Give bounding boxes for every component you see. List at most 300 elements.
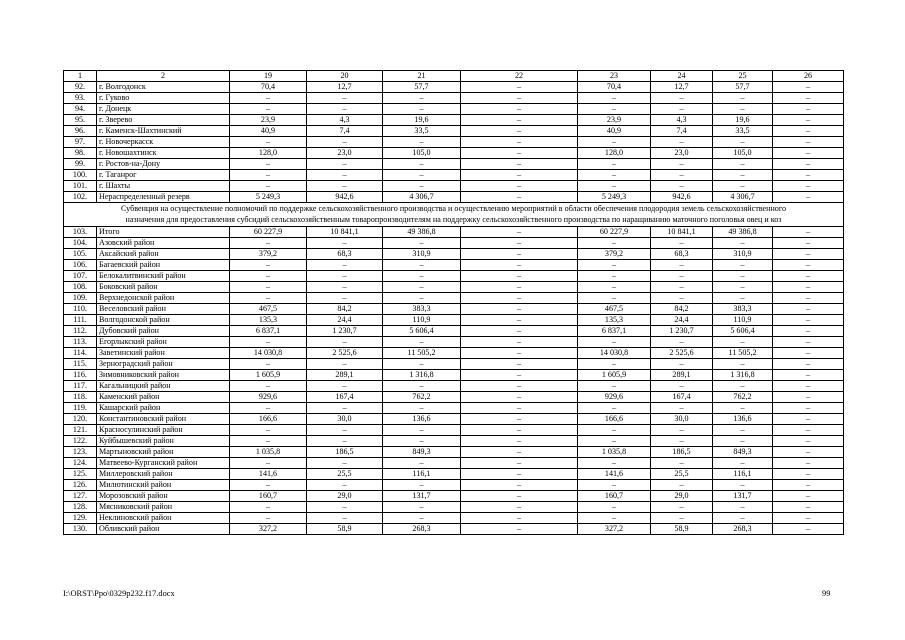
value-cell: – <box>773 524 844 535</box>
row-label-cell: Егорлыкский район <box>97 337 230 348</box>
row-label-cell: Зерноградский район <box>97 359 230 370</box>
value-cell: 68,3 <box>307 249 383 260</box>
table-row <box>64 293 844 304</box>
value-cell: 49 386,8 <box>713 227 773 238</box>
value-cell: – <box>651 403 713 414</box>
row-number-cell: 100. <box>64 170 97 181</box>
value-cell: 105,0 <box>383 148 461 159</box>
value-cell: 128,0 <box>230 148 307 159</box>
value-cell: – <box>773 104 844 115</box>
value-cell: 4,3 <box>651 115 713 126</box>
value-cell: – <box>578 260 651 271</box>
value-cell: – <box>383 513 461 524</box>
table-row <box>64 414 844 425</box>
row-number-cell: 102. <box>64 192 97 203</box>
table-row <box>64 249 844 260</box>
row-number-cell: 110. <box>64 304 97 315</box>
value-cell: – <box>773 469 844 480</box>
value-cell: – <box>307 337 383 348</box>
value-cell: – <box>578 137 651 148</box>
value-cell: – <box>773 126 844 137</box>
value-cell: – <box>461 192 578 203</box>
value-cell: – <box>773 491 844 502</box>
value-cell: – <box>773 137 844 148</box>
value-cell: – <box>461 170 578 181</box>
value-cell: 327,2 <box>230 524 307 535</box>
row-number-cell: 128. <box>64 502 97 513</box>
value-cell: – <box>773 192 844 203</box>
value-cell: – <box>383 436 461 447</box>
value-cell: – <box>461 249 578 260</box>
value-cell: 7,4 <box>651 126 713 137</box>
table-row <box>64 348 844 359</box>
row-label-cell: Веселовский район <box>97 304 230 315</box>
row-label-cell: Неклиновский район <box>97 513 230 524</box>
value-cell: – <box>773 293 844 304</box>
value-cell: 22 <box>461 71 578 82</box>
table-row <box>64 93 844 104</box>
table-row <box>64 192 844 203</box>
value-cell: 942,6 <box>307 192 383 203</box>
value-cell: 1 035,8 <box>230 447 307 458</box>
value-cell: – <box>230 458 307 469</box>
value-cell: – <box>713 359 773 370</box>
table-row <box>64 82 844 93</box>
row-number-cell: 111. <box>64 315 97 326</box>
table-row <box>64 137 844 148</box>
row-number-cell: 1 <box>64 71 97 82</box>
value-cell: 186,5 <box>307 447 383 458</box>
table-row <box>64 159 844 170</box>
row-label-cell: Азовский район <box>97 238 230 249</box>
value-cell: – <box>651 513 713 524</box>
value-cell: – <box>383 293 461 304</box>
value-cell: – <box>713 137 773 148</box>
value-cell: – <box>461 458 578 469</box>
value-cell: – <box>578 159 651 170</box>
value-cell: 21 <box>383 71 461 82</box>
value-cell: – <box>383 403 461 414</box>
row-number-cell: 106. <box>64 260 97 271</box>
value-cell: – <box>461 227 578 238</box>
value-cell: – <box>578 337 651 348</box>
value-cell: – <box>713 502 773 513</box>
value-cell: – <box>651 170 713 181</box>
value-cell: 49 386,8 <box>383 227 461 238</box>
value-cell: – <box>307 458 383 469</box>
value-cell: – <box>578 381 651 392</box>
value-cell: – <box>713 170 773 181</box>
value-cell: 5 606,4 <box>713 326 773 337</box>
value-cell: – <box>773 93 844 104</box>
row-number-cell: 112. <box>64 326 97 337</box>
value-cell: – <box>461 469 578 480</box>
value-cell: – <box>773 271 844 282</box>
value-cell: – <box>307 480 383 491</box>
value-cell: 1 035,8 <box>578 447 651 458</box>
value-cell: 116,1 <box>383 469 461 480</box>
value-cell: – <box>461 126 578 137</box>
value-cell: 1 230,7 <box>651 326 713 337</box>
value-cell: – <box>307 359 383 370</box>
value-cell: 942,6 <box>651 192 713 203</box>
value-cell: – <box>383 282 461 293</box>
value-cell: – <box>578 181 651 192</box>
value-cell: – <box>773 447 844 458</box>
value-cell: 379,2 <box>230 249 307 260</box>
value-cell: – <box>713 238 773 249</box>
value-cell: – <box>461 282 578 293</box>
row-label-cell: г. Донецк <box>97 104 230 115</box>
value-cell: – <box>578 104 651 115</box>
value-cell: – <box>230 260 307 271</box>
row-number-cell: 108. <box>64 282 97 293</box>
table-row <box>64 447 844 458</box>
row-label-cell: Кагальницкий район <box>97 381 230 392</box>
value-cell: – <box>773 480 844 491</box>
value-cell: 929,6 <box>230 392 307 403</box>
value-cell: 467,5 <box>230 304 307 315</box>
value-cell: – <box>651 181 713 192</box>
value-cell: 141,6 <box>230 469 307 480</box>
value-cell: – <box>773 282 844 293</box>
value-cell: – <box>461 381 578 392</box>
value-cell: 25,5 <box>651 469 713 480</box>
value-cell: 26 <box>773 71 844 82</box>
value-cell: – <box>307 159 383 170</box>
value-cell: – <box>713 293 773 304</box>
value-cell: 1 605,9 <box>578 370 651 381</box>
value-cell: – <box>651 502 713 513</box>
row-number-cell: 96. <box>64 126 97 137</box>
value-cell: – <box>651 238 713 249</box>
value-cell: 19 <box>230 71 307 82</box>
value-cell: – <box>230 282 307 293</box>
row-number-cell: 99. <box>64 159 97 170</box>
row-label-cell: г. Шахты <box>97 181 230 192</box>
value-cell: 105,0 <box>713 148 773 159</box>
value-cell: – <box>578 425 651 436</box>
table-row <box>64 181 844 192</box>
value-cell: – <box>578 293 651 304</box>
document-page <box>63 70 843 535</box>
value-cell: 40,9 <box>578 126 651 137</box>
table-row <box>64 227 844 238</box>
row-label-cell: г. Волгодонск <box>97 82 230 93</box>
table-row <box>64 304 844 315</box>
value-cell: – <box>578 271 651 282</box>
value-cell: 110,9 <box>383 315 461 326</box>
value-cell: 289,1 <box>651 370 713 381</box>
value-cell: 5 249,3 <box>230 192 307 203</box>
value-cell: 23,9 <box>230 115 307 126</box>
value-cell: 5 606,4 <box>383 326 461 337</box>
table-row <box>64 271 844 282</box>
row-number-cell: 121. <box>64 425 97 436</box>
value-cell: – <box>461 524 578 535</box>
value-cell: – <box>383 93 461 104</box>
row-number-cell: 125. <box>64 469 97 480</box>
value-cell: 160,7 <box>578 491 651 502</box>
value-cell: – <box>773 359 844 370</box>
table-row <box>64 315 844 326</box>
value-cell: – <box>773 370 844 381</box>
value-cell: – <box>578 502 651 513</box>
value-cell: – <box>651 337 713 348</box>
value-cell: – <box>461 137 578 148</box>
value-cell: 14 030,8 <box>230 348 307 359</box>
value-cell: – <box>713 159 773 170</box>
value-cell: – <box>230 359 307 370</box>
value-cell: 23,9 <box>578 115 651 126</box>
value-cell: – <box>230 293 307 304</box>
value-cell: 84,2 <box>651 304 713 315</box>
value-cell: – <box>773 227 844 238</box>
table-row <box>64 524 844 535</box>
value-cell: 1 316,8 <box>713 370 773 381</box>
row-number-cell: 118. <box>64 392 97 403</box>
value-cell: 135,3 <box>230 315 307 326</box>
row-number-cell: 117. <box>64 381 97 392</box>
value-cell: – <box>773 326 844 337</box>
row-label-cell: Милютинский район <box>97 480 230 491</box>
row-number-cell: 93. <box>64 93 97 104</box>
value-cell: 4,3 <box>307 115 383 126</box>
value-cell: 11 505,2 <box>713 348 773 359</box>
table-row <box>64 359 844 370</box>
row-number-cell: 105. <box>64 249 97 260</box>
value-cell: – <box>773 304 844 315</box>
row-label-cell: Куйбышевский район <box>97 436 230 447</box>
value-cell: – <box>230 425 307 436</box>
value-cell: 60 227,9 <box>578 227 651 238</box>
value-cell: 33,5 <box>383 126 461 137</box>
row-label-cell: г. Новочеркасск <box>97 137 230 148</box>
value-cell: – <box>713 513 773 524</box>
row-label-cell: 2 <box>97 71 230 82</box>
value-cell: – <box>461 238 578 249</box>
row-number-cell: 109. <box>64 293 97 304</box>
value-cell: – <box>578 238 651 249</box>
value-cell: – <box>773 260 844 271</box>
page-number: 99 <box>822 589 831 598</box>
value-cell: 12,7 <box>307 82 383 93</box>
value-cell: 30,0 <box>651 414 713 425</box>
table-row <box>64 337 844 348</box>
value-cell: – <box>307 260 383 271</box>
row-number-cell: 98. <box>64 148 97 159</box>
value-cell: – <box>461 82 578 93</box>
budget-table <box>63 70 844 535</box>
value-cell: – <box>307 137 383 148</box>
value-cell: 849,3 <box>713 447 773 458</box>
value-cell: – <box>307 93 383 104</box>
value-cell: 23,0 <box>307 148 383 159</box>
value-cell: 19,6 <box>383 115 461 126</box>
table-row <box>64 126 844 137</box>
value-cell: – <box>307 271 383 282</box>
value-cell: 1 605,9 <box>230 370 307 381</box>
value-cell: 84,2 <box>307 304 383 315</box>
value-cell: 11 505,2 <box>383 348 461 359</box>
row-label-cell: г. Гуково <box>97 93 230 104</box>
value-cell: – <box>461 392 578 403</box>
value-cell: – <box>461 425 578 436</box>
value-cell: – <box>307 238 383 249</box>
value-cell: – <box>383 337 461 348</box>
value-cell: – <box>713 271 773 282</box>
value-cell: – <box>773 392 844 403</box>
value-cell: – <box>773 337 844 348</box>
value-cell: 379,2 <box>578 249 651 260</box>
row-number-cell: 114. <box>64 348 97 359</box>
value-cell: – <box>307 170 383 181</box>
value-cell: 128,0 <box>578 148 651 159</box>
table-row <box>64 458 844 469</box>
value-cell: – <box>230 170 307 181</box>
value-cell: – <box>461 93 578 104</box>
value-cell: – <box>461 293 578 304</box>
value-cell: 136,6 <box>713 414 773 425</box>
value-cell: – <box>307 436 383 447</box>
value-cell: 29,0 <box>307 491 383 502</box>
value-cell: – <box>461 370 578 381</box>
value-cell: – <box>773 181 844 192</box>
value-cell: – <box>461 337 578 348</box>
row-label-cell: Волгодонской район <box>97 315 230 326</box>
value-cell: 60 227,9 <box>230 227 307 238</box>
value-cell: – <box>461 115 578 126</box>
value-cell: – <box>461 304 578 315</box>
row-label-cell: Миллеровский район <box>97 469 230 480</box>
row-label-cell: Заветинский район <box>97 348 230 359</box>
table-row <box>64 260 844 271</box>
value-cell: 10 841,1 <box>651 227 713 238</box>
value-cell: – <box>230 181 307 192</box>
value-cell: 131,7 <box>713 491 773 502</box>
value-cell: – <box>773 348 844 359</box>
value-cell: 68,3 <box>651 249 713 260</box>
row-label-cell: Каменский район <box>97 392 230 403</box>
row-number-cell: 130. <box>64 524 97 535</box>
value-cell: – <box>461 513 578 524</box>
row-number-cell: 127. <box>64 491 97 502</box>
value-cell: – <box>651 159 713 170</box>
row-label-cell: Кашарский район <box>97 403 230 414</box>
value-cell: 30,0 <box>307 414 383 425</box>
row-label-cell: г. Каменск-Шахтинский <box>97 126 230 137</box>
row-label-cell: г. Новошахтинск <box>97 148 230 159</box>
value-cell: 23,0 <box>651 148 713 159</box>
value-cell: – <box>230 159 307 170</box>
value-cell: – <box>230 436 307 447</box>
value-cell: – <box>773 436 844 447</box>
table-row <box>64 326 844 337</box>
row-number-cell: 94. <box>64 104 97 115</box>
value-cell: – <box>230 271 307 282</box>
value-cell: – <box>773 148 844 159</box>
value-cell: – <box>713 337 773 348</box>
value-cell: – <box>461 491 578 502</box>
row-label-cell: Дубовский район <box>97 326 230 337</box>
row-label-cell: Мартыновский район <box>97 447 230 458</box>
value-cell: 24,4 <box>307 315 383 326</box>
row-number-cell: 123. <box>64 447 97 458</box>
value-cell: – <box>773 249 844 260</box>
row-number-cell: 129. <box>64 513 97 524</box>
value-cell: – <box>383 238 461 249</box>
row-number-cell: 97. <box>64 137 97 148</box>
value-cell: 383,3 <box>383 304 461 315</box>
value-cell: – <box>307 181 383 192</box>
value-cell: 1 230,7 <box>307 326 383 337</box>
value-cell: – <box>651 260 713 271</box>
table-row <box>64 370 844 381</box>
value-cell: – <box>461 414 578 425</box>
table-row <box>64 238 844 249</box>
value-cell: – <box>773 458 844 469</box>
value-cell: – <box>461 181 578 192</box>
value-cell: 1 316,8 <box>383 370 461 381</box>
table-body <box>64 71 844 535</box>
value-cell: – <box>651 359 713 370</box>
value-cell: – <box>307 425 383 436</box>
value-cell: – <box>461 326 578 337</box>
value-cell: – <box>461 359 578 370</box>
value-cell: – <box>383 137 461 148</box>
value-cell: – <box>773 414 844 425</box>
row-label-cell: Мясниковский район <box>97 502 230 513</box>
value-cell: – <box>230 403 307 414</box>
value-cell: – <box>713 436 773 447</box>
value-cell: 762,2 <box>383 392 461 403</box>
value-cell: 24 <box>651 71 713 82</box>
value-cell: – <box>461 436 578 447</box>
row-number-cell: 120. <box>64 414 97 425</box>
value-cell: – <box>383 480 461 491</box>
value-cell: – <box>461 480 578 491</box>
value-cell: 310,9 <box>713 249 773 260</box>
value-cell: – <box>461 159 578 170</box>
row-number-cell: 116. <box>64 370 97 381</box>
value-cell: – <box>461 447 578 458</box>
value-cell: – <box>230 480 307 491</box>
value-cell: 57,7 <box>383 82 461 93</box>
table-row <box>64 502 844 513</box>
value-cell: 40,9 <box>230 126 307 137</box>
row-number-cell: 124. <box>64 458 97 469</box>
value-cell: 12,7 <box>651 82 713 93</box>
value-cell: – <box>578 93 651 104</box>
value-cell: – <box>307 282 383 293</box>
value-cell: 6 837,1 <box>578 326 651 337</box>
value-cell: 116,1 <box>713 469 773 480</box>
value-cell: 25 <box>713 71 773 82</box>
value-cell: – <box>230 93 307 104</box>
value-cell: – <box>651 381 713 392</box>
table-row <box>64 392 844 403</box>
value-cell: – <box>461 260 578 271</box>
row-label-cell: г. Зверево <box>97 115 230 126</box>
value-cell: 14 030,8 <box>578 348 651 359</box>
value-cell: 166,6 <box>578 414 651 425</box>
value-cell: – <box>773 159 844 170</box>
value-cell: – <box>230 104 307 115</box>
value-cell: 289,1 <box>307 370 383 381</box>
value-cell: – <box>651 436 713 447</box>
value-cell: 5 249,3 <box>578 192 651 203</box>
value-cell: – <box>713 181 773 192</box>
